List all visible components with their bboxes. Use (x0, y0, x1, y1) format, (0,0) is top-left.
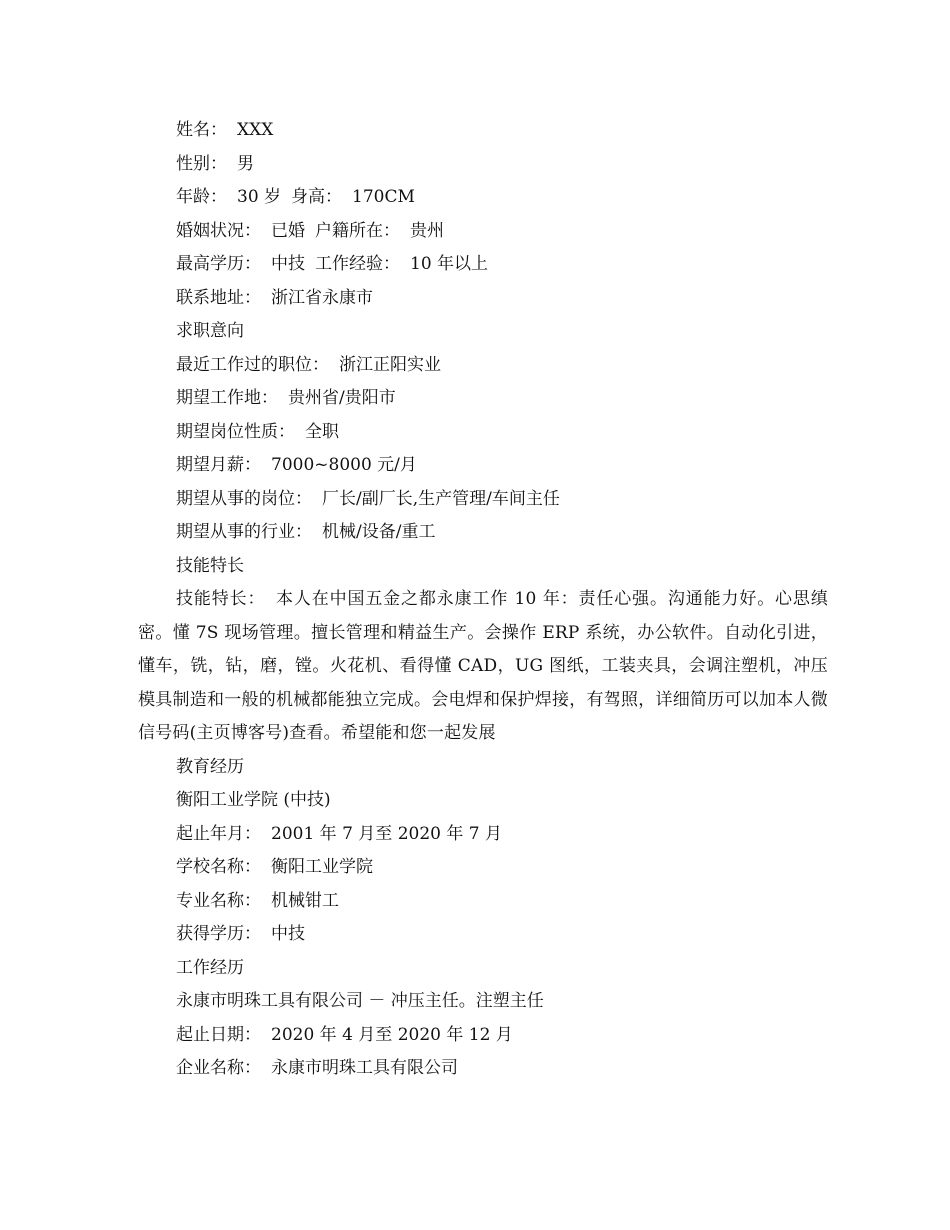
work-period-row (138, 1019, 828, 1053)
experience-label: 工作经验： (315, 254, 400, 274)
position-value: 厂长/副厂长,生产管理/车间主任 (322, 488, 560, 509)
major-row (138, 885, 828, 919)
industry-label: 期望从事的行业： (176, 522, 312, 542)
education-experience-row (138, 248, 828, 282)
skills-label: 技能特长： (176, 589, 266, 609)
recent-position-row (138, 349, 828, 383)
gender-value: 男 (237, 153, 254, 174)
experience-value: 10 年以上 (410, 254, 489, 274)
intention-heading: 求职意向 (176, 321, 244, 341)
name-row (138, 114, 828, 148)
edu-period-value: 2001 年 7 月至 2020 年 7 月 (271, 823, 502, 844)
degree-value: 中技 (271, 924, 305, 944)
name-value: XXX (237, 120, 274, 140)
nature-label: 期望岗位性质： (176, 421, 295, 442)
address-row (138, 282, 828, 316)
work-entry-title: 永康市明珠工具有限公司 － 冲压主任。注塑主任 (176, 991, 544, 1011)
company-row (138, 1052, 828, 1086)
education-label: 最高学历： (176, 254, 261, 274)
recent-position-value: 浙江正阳实业 (339, 354, 441, 375)
degree-row (138, 918, 828, 952)
school-label: 学校名称： (176, 857, 261, 877)
industry-row (138, 516, 828, 550)
height-label: 身高： (291, 187, 343, 207)
recent-position-label: 最近工作过的职位： (176, 354, 329, 375)
address-value: 浙江省永康市 (271, 287, 373, 308)
gender-label: 性别： (176, 153, 227, 174)
skills-paragraph (138, 583, 828, 751)
age-label: 年龄： (176, 187, 227, 207)
hukou-label: 户籍所在： (315, 220, 400, 241)
salary-value: 7000~8000 元/月 (271, 455, 417, 475)
company-label: 企业名称： (176, 1058, 261, 1078)
marital-hukou-row (138, 215, 828, 249)
major-value: 机械钳工 (271, 890, 339, 911)
work-period-value: 2020 年 4 月至 2020 年 12 月 (271, 1024, 513, 1045)
location-row (138, 382, 828, 416)
degree-label: 获得学历： (176, 924, 261, 944)
age-height-row (138, 181, 828, 215)
nature-value: 全职 (305, 421, 339, 442)
address-label: 联系地址： (176, 287, 261, 308)
position-label: 期望从事的岗位： (176, 488, 312, 509)
salary-label: 期望月薪： (176, 455, 261, 475)
school-value: 衡阳工业学院 (271, 857, 373, 877)
work-period-label: 起止日期： (176, 1024, 261, 1045)
education-value: 中技 (271, 254, 305, 274)
major-label: 专业名称： (176, 890, 261, 911)
education-heading: 教育经历 (176, 756, 244, 777)
edu-period-label: 起止年月： (176, 823, 261, 844)
name-label: 姓名： (176, 120, 227, 140)
school-title: 衡阳工业学院 (中技) (176, 790, 331, 810)
salary-row (138, 449, 828, 483)
resume-content (138, 114, 828, 1086)
school-row (138, 851, 828, 885)
skills-text: 本人在中国五金之都永康工作 10 年：责任心强。沟通能力好。心思缜密。懂 7S 现场管理。擅长管理和精益生产。会操作 ERP 系统，办公软件。自动化引进，懂车，铣，钻，磨，镗。火花机、看得懂 CAD，UG 图纸，工装夹具，会调注塑机，冲压模具制造和一般的机械都能独立完成。会电焊和保护焊接，有驾照，详细简历可以加本人微信号码(主页博客号)查看。希望能和您一起发展 (138, 589, 828, 743)
position-row (138, 483, 828, 517)
height-value: 170CM (352, 187, 415, 207)
work-heading: 工作经历 (176, 957, 244, 978)
marital-label: 婚姻状况： (176, 220, 261, 241)
marital-value: 已婚 (271, 220, 305, 241)
gender-row (138, 148, 828, 182)
location-label: 期望工作地： (176, 388, 278, 408)
company-value: 永康市明珠工具有限公司 (271, 1058, 458, 1078)
industry-value: 机械/设备/重工 (322, 522, 436, 542)
nature-row (138, 416, 828, 450)
skills-heading: 技能特长 (176, 555, 244, 576)
edu-period-row (138, 818, 828, 852)
hukou-value: 贵州 (410, 220, 444, 241)
age-value: 30 岁 (237, 187, 282, 207)
location-value: 贵州省/贵阳市 (288, 388, 396, 408)
